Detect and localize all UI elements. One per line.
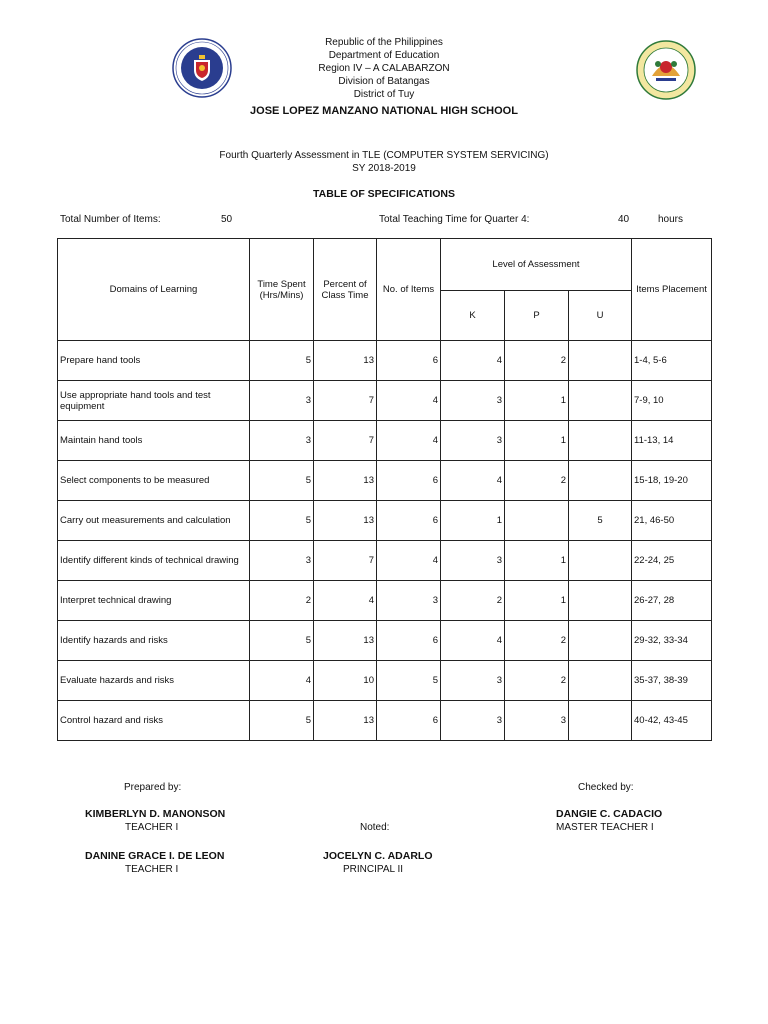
cell-placement: 15-18, 19-20 — [632, 461, 712, 501]
tos-title: TABLE OF SPECIFICATIONS — [313, 188, 455, 200]
table-row — [58, 581, 712, 621]
cell-no-items: 4 — [377, 421, 441, 461]
table-row — [58, 381, 712, 421]
cell-percent: 13 — [314, 461, 377, 501]
cell-placement: 1-4, 5-6 — [632, 341, 712, 381]
cell-u — [569, 661, 632, 701]
cell-p: 2 — [505, 461, 569, 501]
header-level-assessment: Level of Assessment — [441, 239, 632, 291]
cell-u — [569, 461, 632, 501]
cell-time-spent: 5 — [250, 621, 314, 661]
cell-u — [569, 421, 632, 461]
cell-placement: 11-13, 14 — [632, 421, 712, 461]
cell-time-spent: 4 — [250, 661, 314, 701]
cell-u — [569, 701, 632, 741]
cell-no-items: 6 — [377, 621, 441, 661]
cell-p: 1 — [505, 421, 569, 461]
cell-percent: 13 — [314, 501, 377, 541]
teaching-time-value: 40 — [618, 214, 630, 225]
cell-no-items: 3 — [377, 581, 441, 621]
cell-p: 1 — [505, 581, 569, 621]
table-row — [58, 701, 712, 741]
cell-u — [569, 621, 632, 661]
header-percent: Percent of Class Time — [314, 239, 377, 341]
cell-u — [569, 541, 632, 581]
cell-k: 3 — [441, 661, 505, 701]
cell-percent: 13 — [314, 341, 377, 381]
cell-k: 2 — [441, 581, 505, 621]
teaching-time-unit: hours — [658, 214, 684, 225]
cell-percent: 4 — [314, 581, 377, 621]
cell-k: 3 — [441, 421, 505, 461]
header-line-division: Division of Batangas — [338, 76, 430, 87]
cell-u — [569, 381, 632, 421]
cell-time-spent: 5 — [250, 701, 314, 741]
cell-domain: Carry out measurements and calculation — [58, 501, 250, 541]
cell-placement: 29-32, 33-34 — [632, 621, 712, 661]
cell-percent: 7 — [314, 381, 377, 421]
cell-no-items: 6 — [377, 341, 441, 381]
school-seal-logo — [636, 40, 696, 100]
table-row — [58, 341, 712, 381]
assessment-title: Fourth Quarterly Assessment in TLE (COMPUTER SYSTEM SERVICING) — [219, 150, 549, 161]
cell-k: 3 — [441, 381, 505, 421]
preparer1-title: TEACHER I — [125, 822, 179, 833]
total-items-label: Total Number of Items: — [60, 214, 161, 225]
school-name: JOSE LOPEZ MANZANO NATIONAL HIGH SCHOOL — [250, 105, 518, 117]
cell-time-spent: 3 — [250, 541, 314, 581]
cell-time-spent: 3 — [250, 381, 314, 421]
cell-time-spent: 3 — [250, 421, 314, 461]
cell-placement: 35-37, 38-39 — [632, 661, 712, 701]
cell-time-spent: 5 — [250, 461, 314, 501]
header-time-spent: Time Spent (Hrs/Mins) — [250, 239, 314, 341]
cell-percent: 7 — [314, 541, 377, 581]
cell-domain: Control hazard and risks — [58, 701, 250, 741]
preparer2-name: DANINE GRACE I. DE LEON — [85, 850, 225, 862]
cell-placement: 7-9, 10 — [632, 381, 712, 421]
cell-k: 3 — [441, 701, 505, 741]
cell-p: 2 — [505, 661, 569, 701]
cell-p: 2 — [505, 621, 569, 661]
preparer1-name: KIMBERLYN D. MANONSON — [85, 808, 226, 820]
cell-no-items: 4 — [377, 541, 441, 581]
cell-domain: Maintain hand tools — [58, 421, 250, 461]
school-year: SY 2018-2019 — [352, 163, 416, 174]
cell-percent: 13 — [314, 701, 377, 741]
header-no-items: No. of Items — [377, 239, 441, 341]
cell-no-items: 6 — [377, 501, 441, 541]
cell-time-spent: 5 — [250, 501, 314, 541]
cell-k: 4 — [441, 341, 505, 381]
cell-time-spent: 2 — [250, 581, 314, 621]
checker-title: MASTER TEACHER I — [556, 822, 654, 833]
header-domains: Domains of Learning — [58, 239, 250, 341]
noter-title: PRINCIPAL II — [343, 864, 404, 875]
table-row — [58, 661, 712, 701]
table-row — [58, 541, 712, 581]
cell-p: 3 — [505, 701, 569, 741]
cell-k: 3 — [441, 541, 505, 581]
cell-domain: Identify hazards and risks — [58, 621, 250, 661]
cell-k: 4 — [441, 621, 505, 661]
table-row — [58, 501, 712, 541]
noted-label: Noted: — [360, 822, 390, 833]
table-row — [58, 461, 712, 501]
header-line-republic: Republic of the Philippines — [325, 37, 443, 48]
cell-no-items: 5 — [377, 661, 441, 701]
cell-time-spent: 5 — [250, 341, 314, 381]
cell-domain: Select components to be measured — [58, 461, 250, 501]
cell-p: 2 — [505, 341, 569, 381]
cell-percent: 10 — [314, 661, 377, 701]
cell-domain: Identify different kinds of technical drawing — [58, 541, 250, 581]
cell-k: 1 — [441, 501, 505, 541]
preparer2-title: TEACHER I — [125, 864, 179, 875]
cell-domain: Prepare hand tools — [58, 341, 250, 381]
cell-domain: Evaluate hazards and risks — [58, 661, 250, 701]
cell-u — [569, 341, 632, 381]
checker-name: DANGIE C. CADACIO — [556, 808, 663, 820]
cell-no-items: 6 — [377, 701, 441, 741]
deped-seal-logo — [172, 38, 232, 98]
table-row — [58, 621, 712, 661]
cell-p: 1 — [505, 381, 569, 421]
noter-name: JOCELYN C. ADARLO — [323, 850, 433, 862]
header-line-region: Region IV – A CALABARZON — [318, 63, 450, 74]
checked-by-label: Checked by: — [578, 782, 634, 793]
cell-placement: 22-24, 25 — [632, 541, 712, 581]
header-u: U — [569, 291, 632, 341]
table-row — [58, 421, 712, 461]
cell-no-items: 6 — [377, 461, 441, 501]
cell-domain: Interpret technical drawing — [58, 581, 250, 621]
cell-placement: 21, 46-50 — [632, 501, 712, 541]
cell-u — [569, 581, 632, 621]
total-items-value: 50 — [221, 214, 233, 225]
cell-no-items: 4 — [377, 381, 441, 421]
header-p: P — [505, 291, 569, 341]
cell-placement: 40-42, 43-45 — [632, 701, 712, 741]
teaching-time-label: Total Teaching Time for Quarter 4: — [379, 214, 530, 225]
header-line-district: District of Tuy — [353, 89, 415, 100]
header-k: K — [441, 291, 505, 341]
specification-table — [57, 238, 712, 741]
cell-p: 1 — [505, 541, 569, 581]
cell-percent: 13 — [314, 621, 377, 661]
cell-domain: Use appropriate hand tools and test equipment — [58, 381, 250, 421]
cell-u: 5 — [569, 501, 632, 541]
cell-k: 4 — [441, 461, 505, 501]
header-items-placement: Items Placement — [632, 239, 712, 341]
cell-percent: 7 — [314, 421, 377, 461]
cell-placement: 26-27, 28 — [632, 581, 712, 621]
prepared-by-label: Prepared by: — [124, 782, 182, 793]
cell-p — [505, 501, 569, 541]
header-line-deped: Department of Education — [328, 50, 440, 61]
